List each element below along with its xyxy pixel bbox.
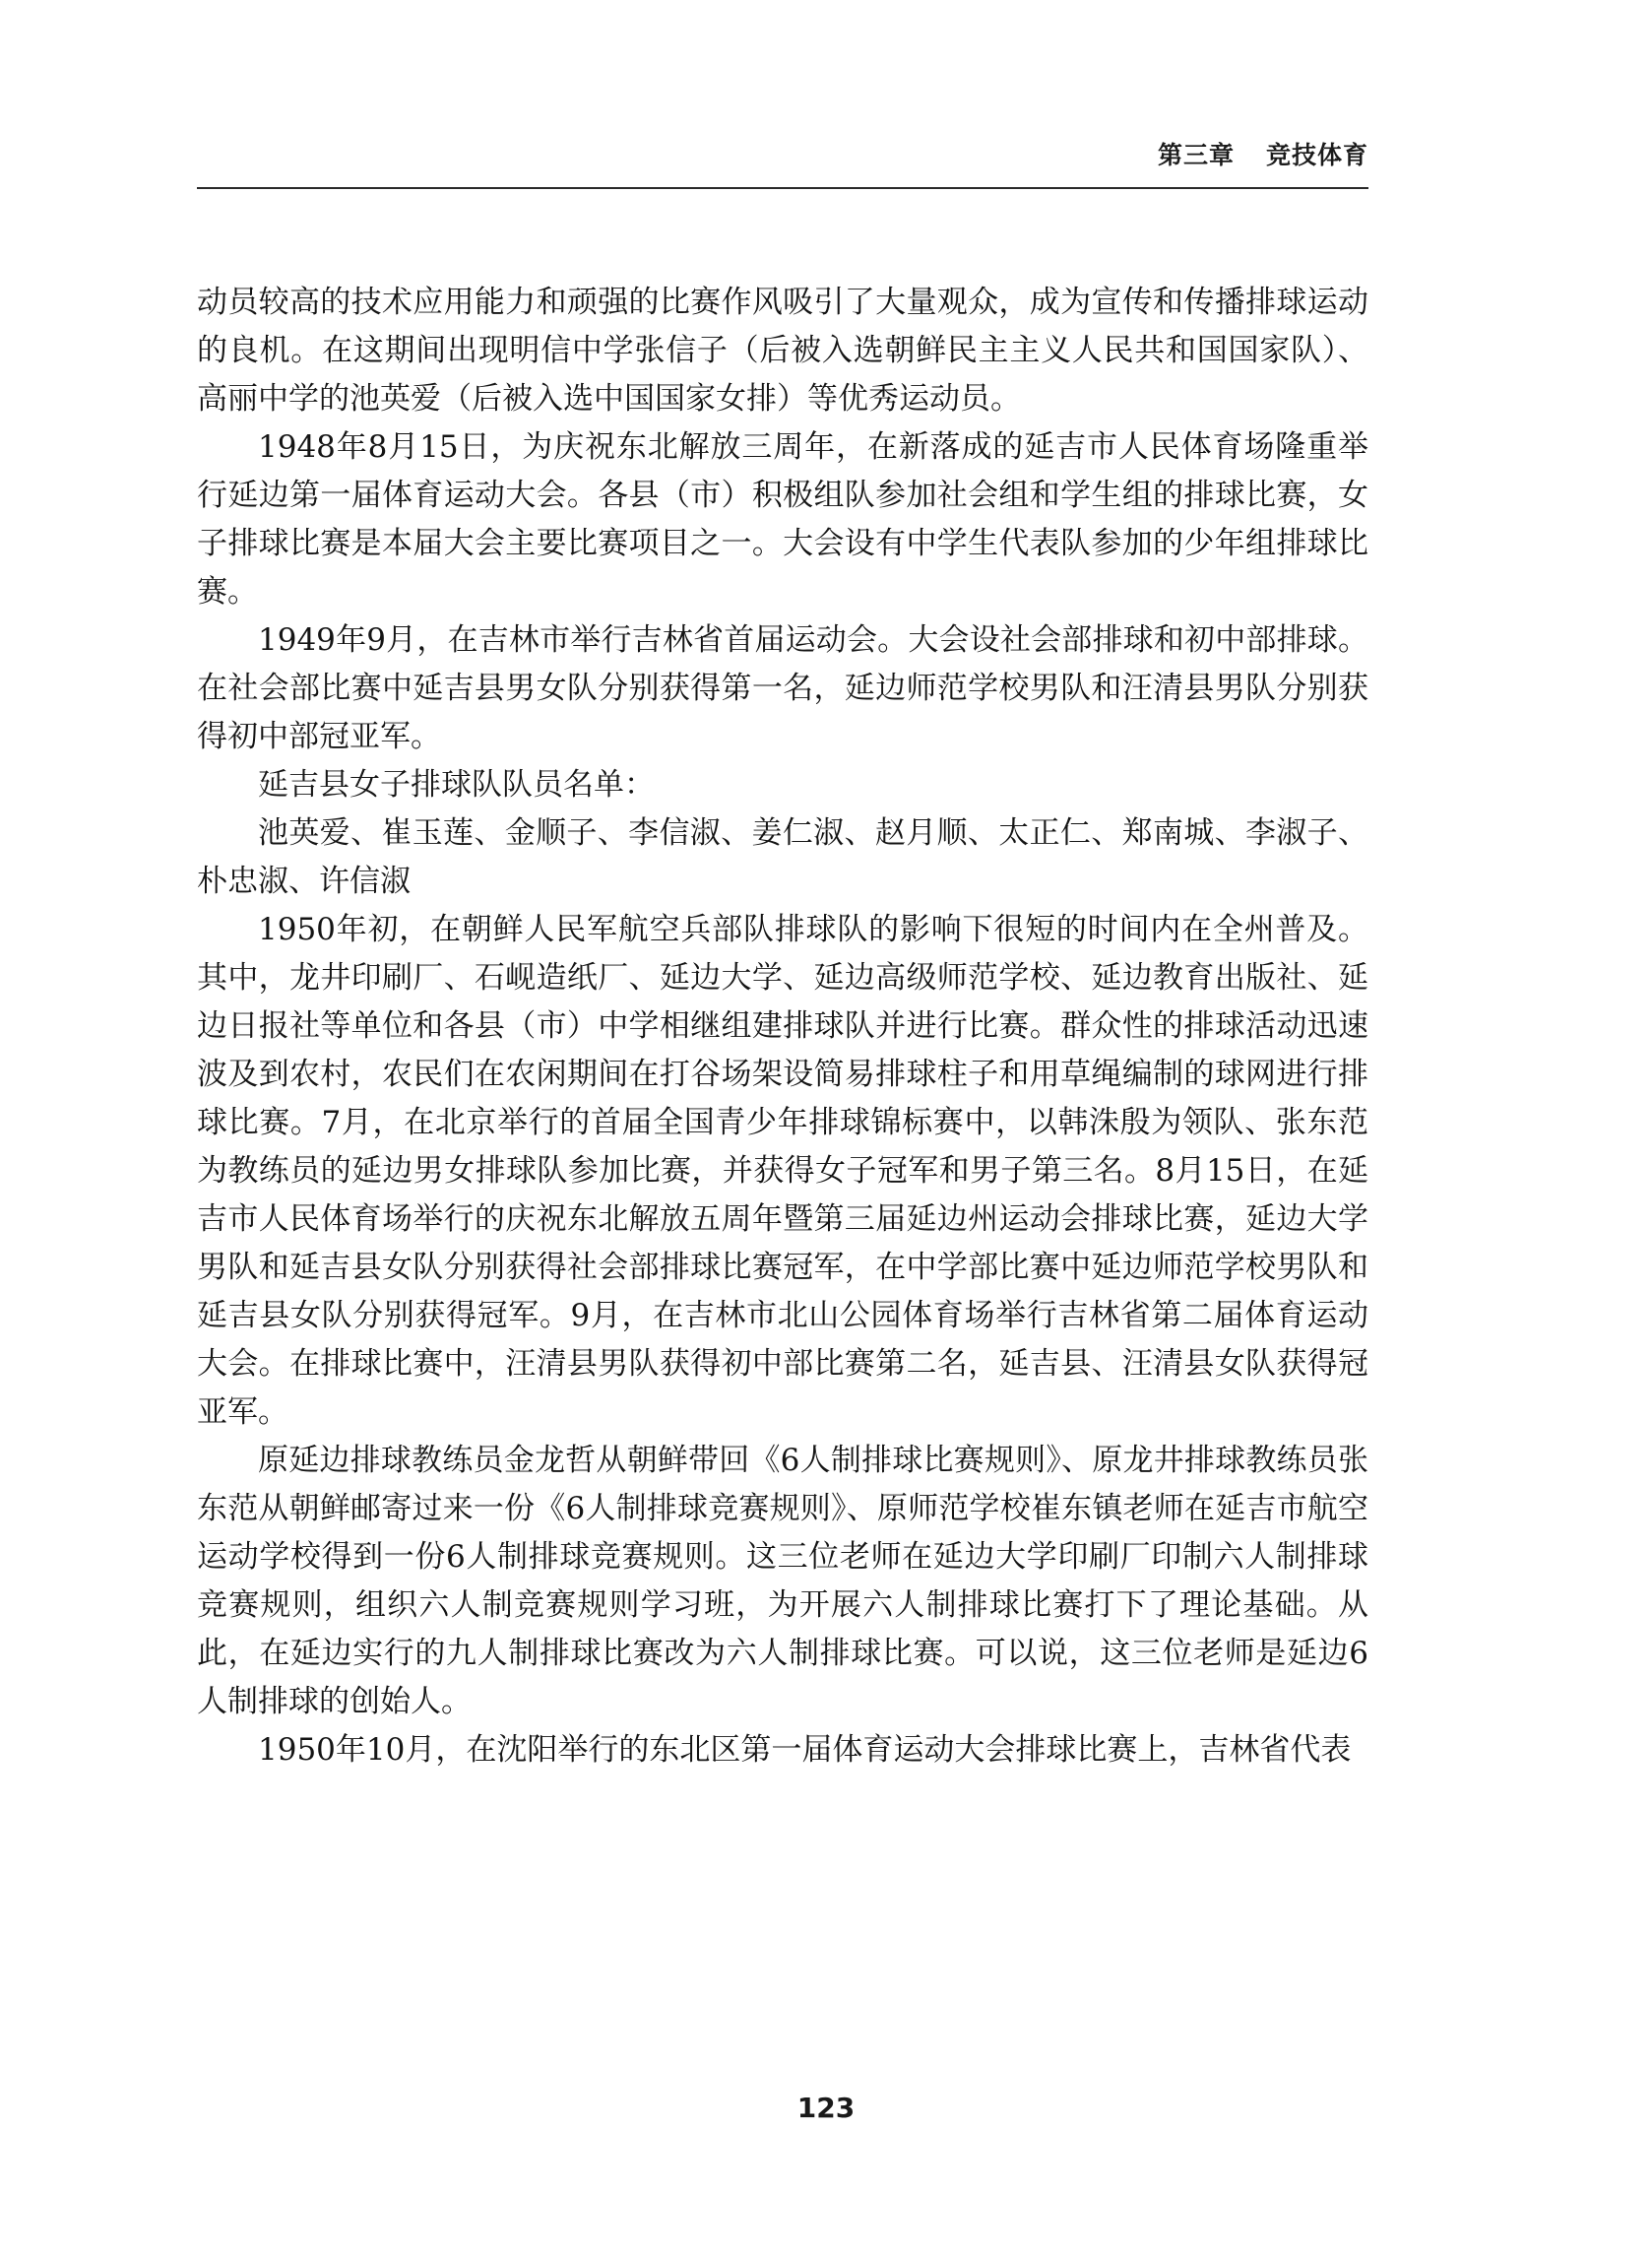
paragraph: 延吉县女子排球队队员名单： (258, 767, 655, 803)
paragraph: 动员较高的技术应用能力和顽强的比赛作风吸引了大量观众，成为宣传和传播排球运动的良机。在这期间出现明信中学张信子（后被入选朝鲜民主主义人民共和国国家队）、高丽中学的池英爱（后被入选中国国家女排）等优秀运动员。 (197, 285, 1368, 417)
header-divider (197, 187, 1368, 189)
body-text (197, 279, 1368, 1774)
paragraph: 原延边排球教练员金龙哲从朝鲜带回《6人制排球比赛规则》、原龙井排球教练员张东范从朝鲜邮寄过来一份《6人制排球竞赛规则》、原师范学校崔东镇老师在延吉市航空运动学校得到一份6人制排球竞赛规则。这三位老师在延边大学印刷厂印制六人制排球竞赛规则，组织六人制竞赛规则学习班，为开展六人制排球比赛打下了理论基础。从此，在延边实行的九人制排球比赛改为六人制排球比赛。可以说，这三位老师是延边6人制排球的创始人。 (197, 1443, 1368, 1719)
paragraph: 1949年9月，在吉林市举行吉林省首届运动会。大会设社会部排球和初中部排球。在社会部比赛中延吉县男女队分别获得第一名，延边师范学校男队和汪清县男队分别获得初中部冠亚军。 (197, 622, 1368, 754)
chapter-label: 第三章 (1157, 141, 1235, 169)
paragraph: 1950年初，在朝鲜人民军航空兵部队排球队的影响下很短的时间内在全州普及。其中，龙井印刷厂、石岘造纸厂、延边大学、延边高级师范学校、延边教育出版社、延边日报社等单位和各县（市）中学相继组建排球队并进行比赛。群众性的排球活动迅速波及到农村，农民们在农闲期间在打谷场架设简易排球柱子和用草绳编制的球网进行排球比赛。7月，在北京举行的首届全国青少年排球锦标赛中，以韩洙殷为领队、张东范为教练员的延边男女排球队参加比赛，并获得女子冠军和男子第三名。8月15日，在延吉市人民体育场举行的庆祝东北解放五周年暨第三届延边州运动会排球比赛，延边大学男队和延吉县女队分别获得社会部排球比赛冠军，在中学部比赛中延边师范学校男队和延吉县女队分别获得冠军。9月，在吉林市北山公园体育场举行吉林省第二届体育运动大会。在排球比赛中，汪清县男队获得初中部比赛第二名，延吉县、汪清县女队获得冠亚军。 (197, 912, 1368, 1430)
paragraph: 1950年10月，在沈阳举行的东北区第一届体育运动大会排球比赛上，吉林省代表 (258, 1732, 1352, 1768)
page-number: 123 (796, 2092, 856, 2124)
paragraph: 1948年8月15日，为庆祝东北解放三周年，在新落成的延吉市人民体育场隆重举行延边第一届体育运动大会。各县（市）积极组队参加社会组和学生组的排球比赛，女子排球比赛是本届大会主要比赛项目之一。大会设有中学生代表队参加的少年组排球比赛。 (197, 429, 1368, 610)
chapter-title: 竞技体育 (1265, 141, 1368, 169)
running-header (1158, 136, 1368, 171)
paragraph: 池英爱、崔玉莲、金顺子、李信淑、姜仁淑、赵月顺、太正仁、郑南城、李淑子、朴忠淑、许信淑 (197, 815, 1368, 899)
